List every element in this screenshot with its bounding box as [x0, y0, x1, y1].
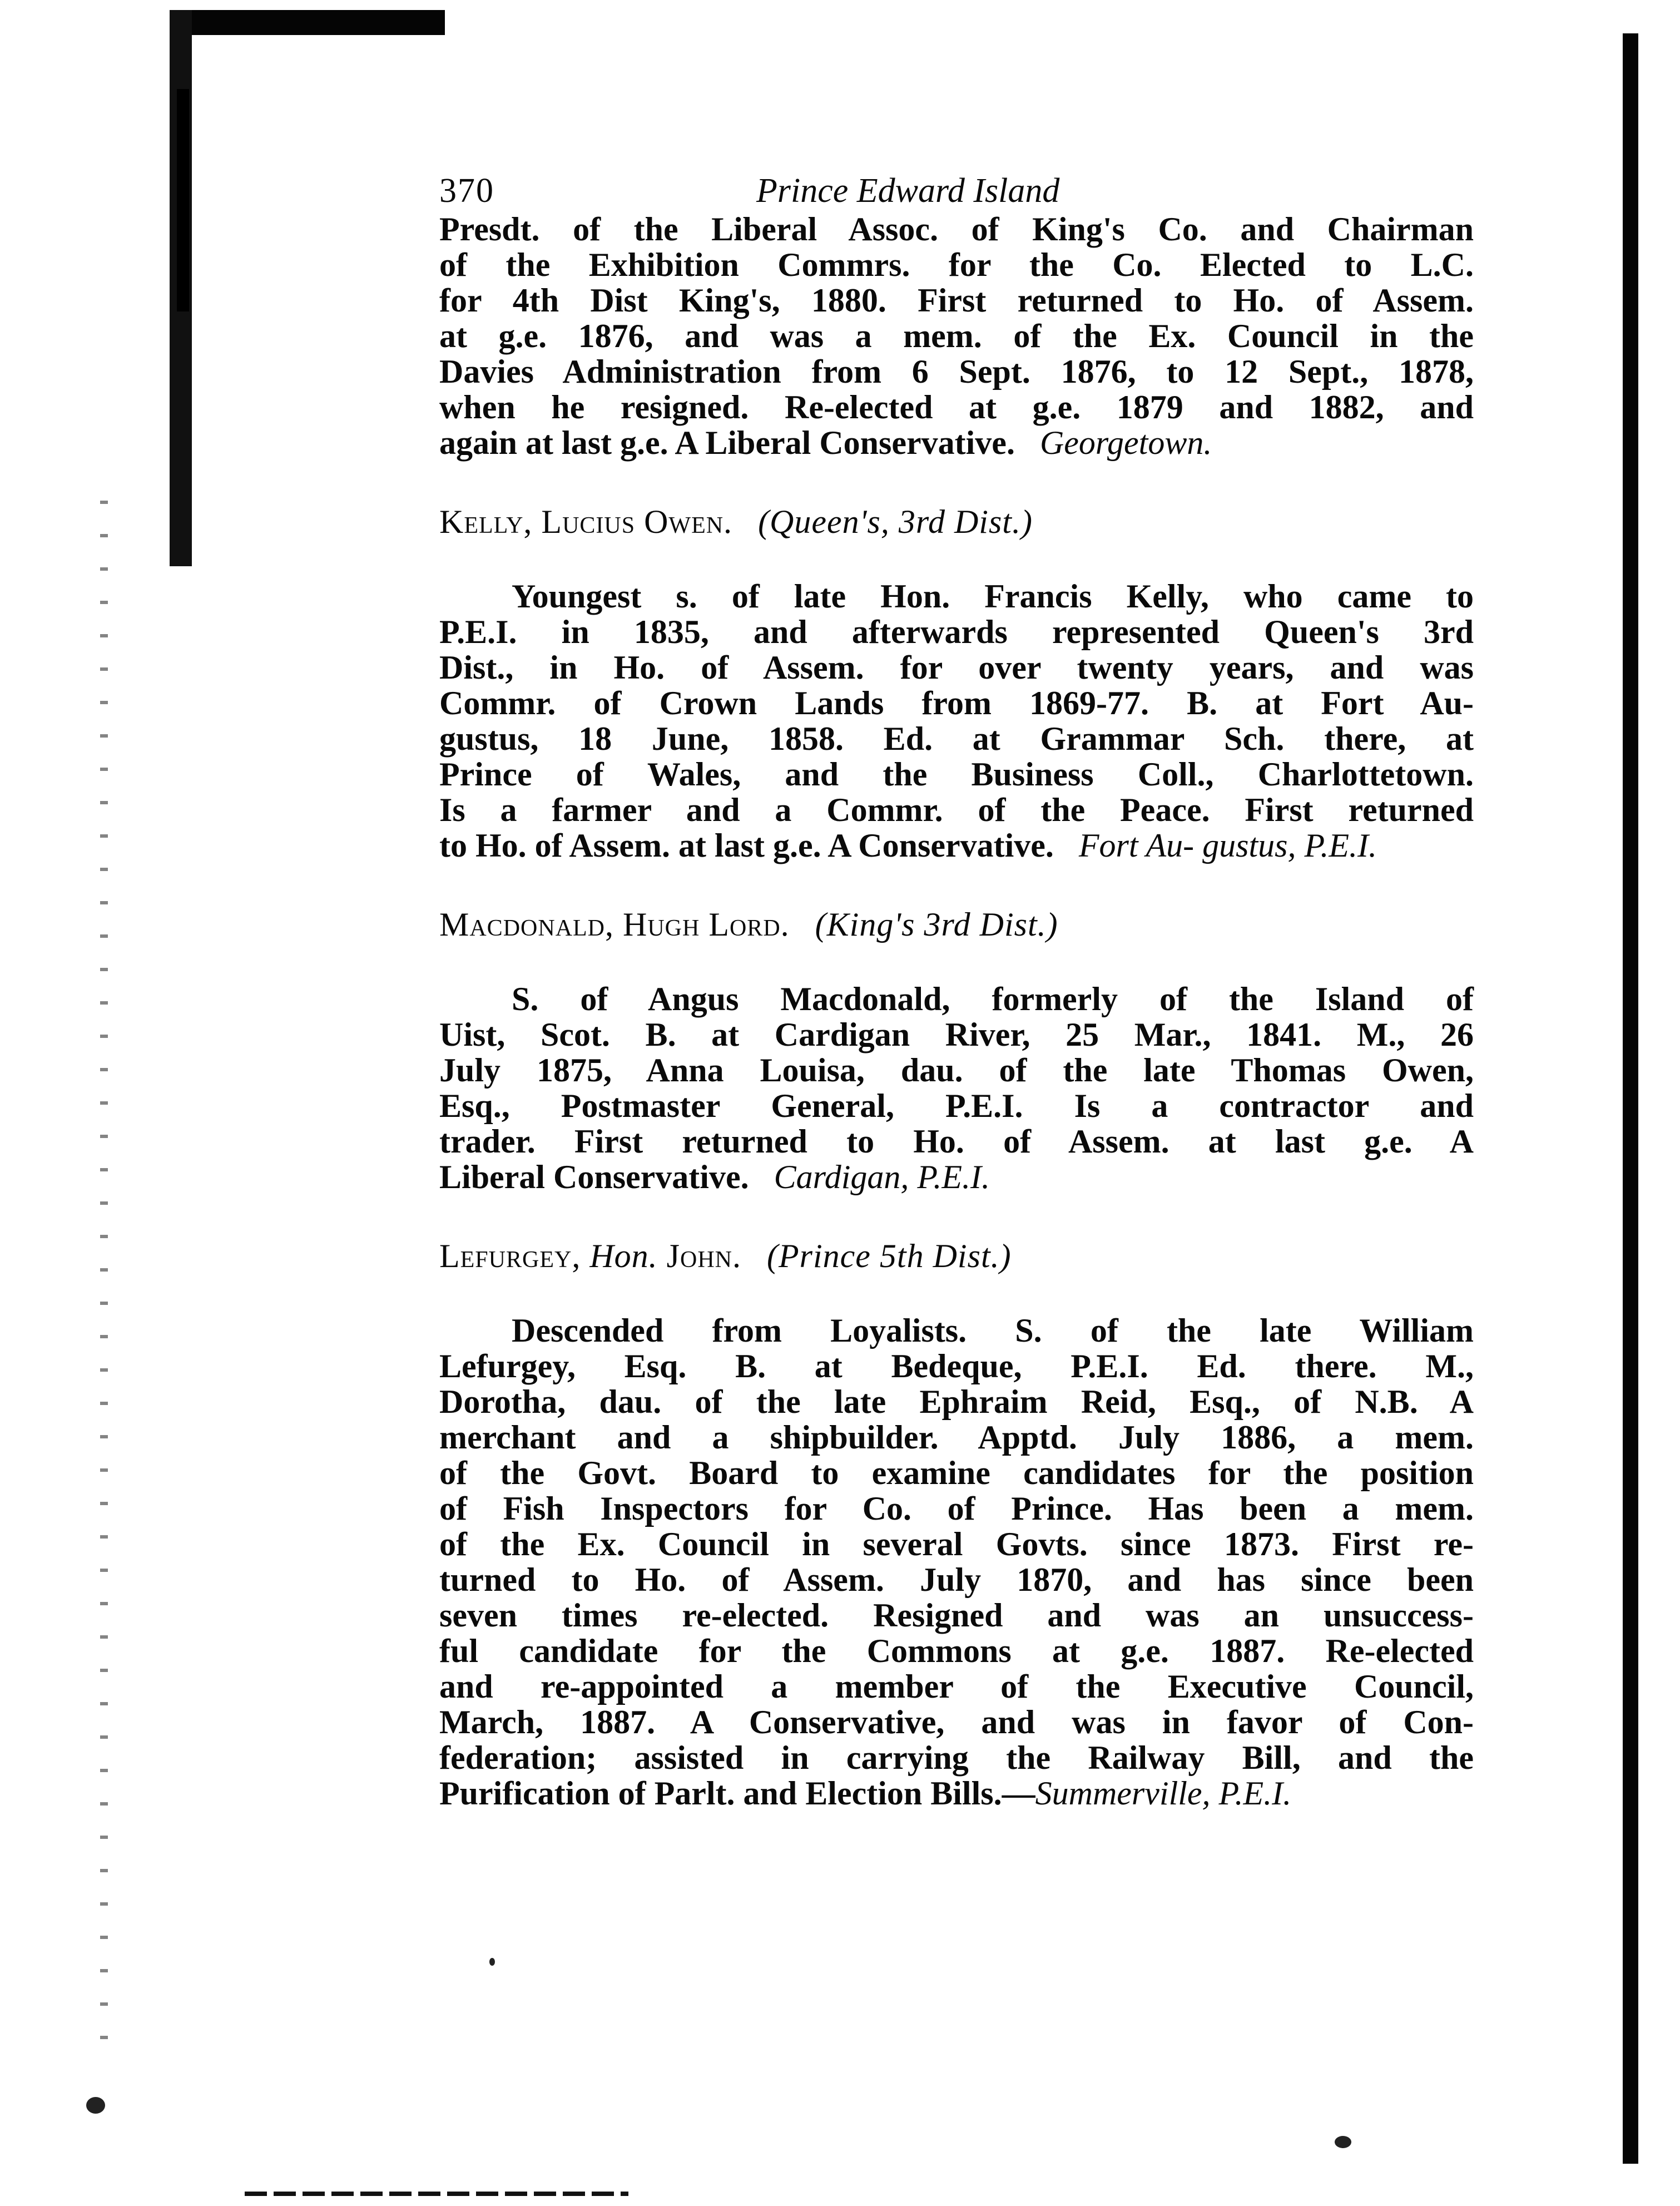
text-line: P.E.I. in 1835, and afterwards represented Queen's 3rd — [439, 614, 1474, 650]
text-line: seven times re-elected. Resigned and was an unsuccess- — [439, 1597, 1474, 1634]
text-line: federation; assisted in carrying the Railway Bill, and the — [439, 1739, 1474, 1776]
document-page — [439, 161, 1474, 1811]
text-line: of the Ex. Council in several Govts. since 1873. First re- — [439, 1526, 1474, 1562]
text-line: merchant and a shipbuilder. Apptd. July 1886, a mem. — [439, 1419, 1474, 1456]
text-line: and re-appointed a member of the Executive Council, — [439, 1668, 1474, 1705]
entry-paragraph — [439, 981, 1474, 1195]
text-line: July 1875, Anna Louisa, dau. of the late Thomas Owen, — [439, 1052, 1474, 1089]
text-line: Esq., Postmaster General, P.E.I. Is a contractor and — [439, 1087, 1474, 1124]
text-line: when he resigned. Re-elected at g.e. 1879 and 1882, and — [439, 389, 1474, 426]
text-line: Davies Administration from 6 Sept. 1876, to 12 Sept., 1878, — [439, 353, 1474, 390]
scan-margin-marks — [100, 501, 108, 2058]
entry-paragraph — [439, 578, 1474, 863]
text-line: Presdt. of the Liberal Assoc. of King's Co. and Chairman — [439, 211, 1474, 248]
residence: Georgetown. — [1039, 424, 1212, 461]
scan-speck — [86, 2097, 105, 2114]
text-line: S. of Angus Macdonald, formerly of the Island of — [512, 981, 1474, 1017]
text-line: turned to Ho. of Assem. July 1870, and has since been — [439, 1561, 1474, 1598]
text-line: Purification of Parlt. and Election Bills.—Summerville, P.E.I. — [439, 1775, 1292, 1812]
scan-speck — [1335, 2136, 1351, 2148]
text-line: Dist., in Ho. of Assem. for over twenty years, and was — [439, 649, 1474, 686]
running-head-title: Prince Edward Island — [756, 172, 1060, 210]
scan-speck — [489, 1958, 495, 1966]
member-given-name: John. — [666, 1238, 742, 1274]
text-line: at g.e. 1876, and was a mem. of the Ex. Council in the — [439, 318, 1474, 354]
entry-heading — [439, 1238, 1474, 1274]
member-name: Kelly, Lucius Owen. — [439, 503, 733, 540]
scan-edge-right — [1623, 33, 1638, 2164]
text-line: Dorotha, dau. of the late Ephraim Reid, Esq., of N.B. A — [439, 1383, 1474, 1420]
scan-edge-left-inner — [177, 89, 189, 311]
member-district: (Queen's, 3rd Dist.) — [758, 503, 1033, 540]
intro-paragraph — [439, 211, 1474, 461]
member-name: Lefurgey, — [439, 1238, 581, 1274]
text-line: ful candidate for the Commons at g.e. 1887. Re-elected — [439, 1633, 1474, 1669]
member-name: Macdonald, Hugh Lord. — [439, 906, 790, 943]
scan-edge-top — [170, 10, 445, 35]
text-line: Commr. of Crown Lands from 1869-77. B. at Fort Au- — [439, 685, 1474, 721]
residence: Fort Au- gustus, P.E.I. — [1078, 827, 1377, 864]
text-line: Liberal Conservative. Cardigan, P.E.I. — [439, 1159, 990, 1195]
text-line: of Fish Inspectors for Co. of Prince. Has been a mem. — [439, 1490, 1474, 1527]
text-line: Descended from Loyalists. S. of the late William — [512, 1312, 1474, 1349]
residence: Summerville, P.E.I. — [1035, 1775, 1292, 1812]
page-number: 370 — [439, 172, 494, 210]
text-line: for 4th Dist King's, 1880. First returned to Ho. of Assem. — [439, 282, 1474, 319]
text-line: of the Govt. Board to examine candidates for the position — [439, 1455, 1474, 1491]
scan-edge-bottom — [245, 2192, 628, 2196]
text-line: Youngest s. of late Hon. Francis Kelly, who came to — [512, 578, 1474, 615]
text-line: Is a farmer and a Commr. of the Peace. First returned — [439, 792, 1474, 828]
running-head — [439, 161, 1474, 211]
member-district: (Prince 5th Dist.) — [767, 1238, 1012, 1274]
entry-heading — [439, 504, 1474, 540]
entry-paragraph — [439, 1313, 1474, 1811]
text-line: Uist, Scot. B. at Cardigan River, 25 Mar., 1841. M., 26 — [439, 1016, 1474, 1053]
text-line: trader. First returned to Ho. of Assem. at last g.e. A — [439, 1123, 1474, 1160]
entry-heading — [439, 907, 1474, 942]
text-line: Prince of Wales, and the Business Coll., Charlottetown. — [439, 756, 1474, 793]
member-title: Hon. — [589, 1238, 658, 1274]
member-district: (King's 3rd Dist.) — [815, 906, 1058, 943]
text-line: March, 1887. A Conservative, and was in favor of Con- — [439, 1704, 1474, 1740]
residence: Cardigan, P.E.I. — [774, 1159, 990, 1195]
text-line: to Ho. of Assem. at last g.e. A Conservative. Fort Au- gustus, P.E.I. — [439, 827, 1377, 864]
text-line: again at last g.e. A Liberal Conservative. Georgetown. — [439, 424, 1212, 461]
text-line: of the Exhibition Commrs. for the Co. Elected to L.C. — [439, 246, 1474, 283]
text-line: gustus, 18 June, 1858. Ed. at Grammar Sch. there, at — [439, 720, 1474, 757]
text-line: Lefurgey, Esq. B. at Bedeque, P.E.I. Ed. there. M., — [439, 1348, 1474, 1384]
